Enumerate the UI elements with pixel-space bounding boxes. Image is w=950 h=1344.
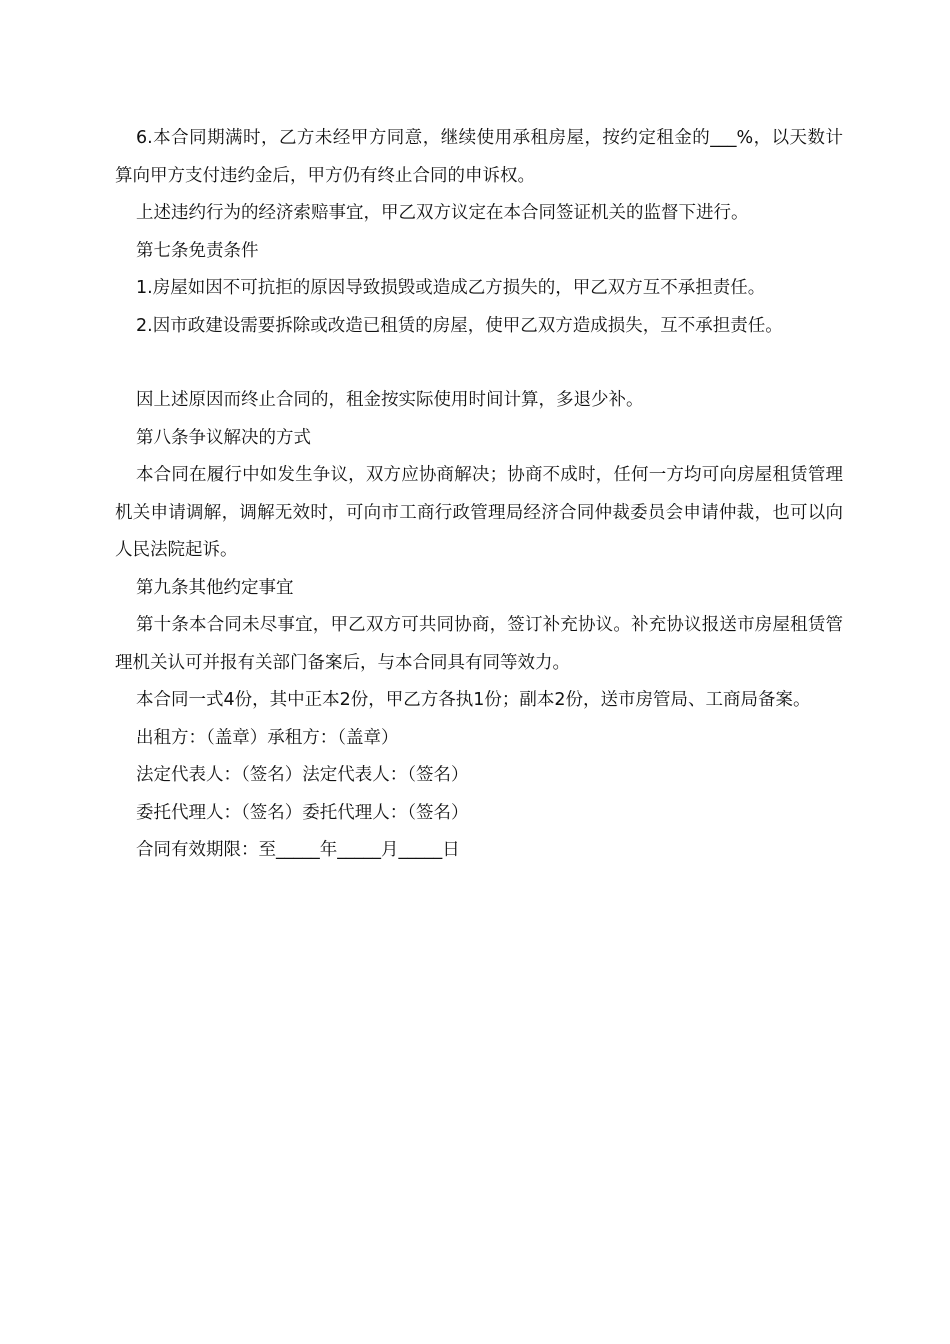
document-body	[115, 120, 843, 870]
rent-settlement: 因上述原因而终止合同的，租金按实际使用时间计算，多退少补。	[136, 390, 644, 410]
dispute-resolution-text: 本合同在履行中如发生争议，双方应协商解决；协商不成时，任何一方均可向房屋租赁管理机关申请调解，调解无效时，可向市工商行政管理局经济合同仲裁委员会申请仲裁，也可以向人民法院起诉。	[115, 465, 843, 560]
copies-statement: 本合同一式4份，其中正本2份，甲乙方各执1份；副本2份，送市房管局、工商局备案。	[136, 690, 811, 710]
article-7-heading: 第七条免责条件	[136, 240, 259, 261]
exemption-item-2: 2.因市政建设需要拆除或改造已租赁的房屋，使甲乙双方造成损失，互不承担责任。	[136, 315, 783, 336]
contract-validity-line: 合同有效期限：至_____年_____月_____日	[136, 840, 460, 860]
signature-line-representatives: 法定代表人：（签名）法定代表人：（签名）	[136, 765, 469, 785]
article-9-heading: 第九条其他约定事宜	[136, 577, 294, 598]
clause-6-penalty: 6.本合同期满时，乙方未经甲方同意，继续使用承租房屋，按约定租金的___%，以天数计算向甲方支付违约金后，甲方仍有终止合同的申诉权。	[115, 128, 843, 186]
signature-line-parties: 出租方：（盖章）承租方：（盖章）	[136, 727, 399, 748]
compensation-supervision: 上述违约行为的经济索赔事宜，甲乙双方议定在本合同签证机关的监督下进行。	[136, 203, 749, 223]
article-8-heading: 第八条争议解决的方式	[136, 427, 311, 448]
signature-line-agents: 委托代理人：（签名）委托代理人：（签名）	[136, 802, 469, 823]
exemption-item-1: 1.房屋如因不可抗拒的原因导致损毁或造成乙方损失的，甲乙双方互不承担责任。	[136, 278, 766, 298]
article-10-text: 第十条本合同未尽事宜，甲乙双方可共同协商，签订补充协议。补充协议报送市房屋租赁管理机关认可并报有关部门备案后，与本合同具有同等效力。	[115, 615, 843, 673]
